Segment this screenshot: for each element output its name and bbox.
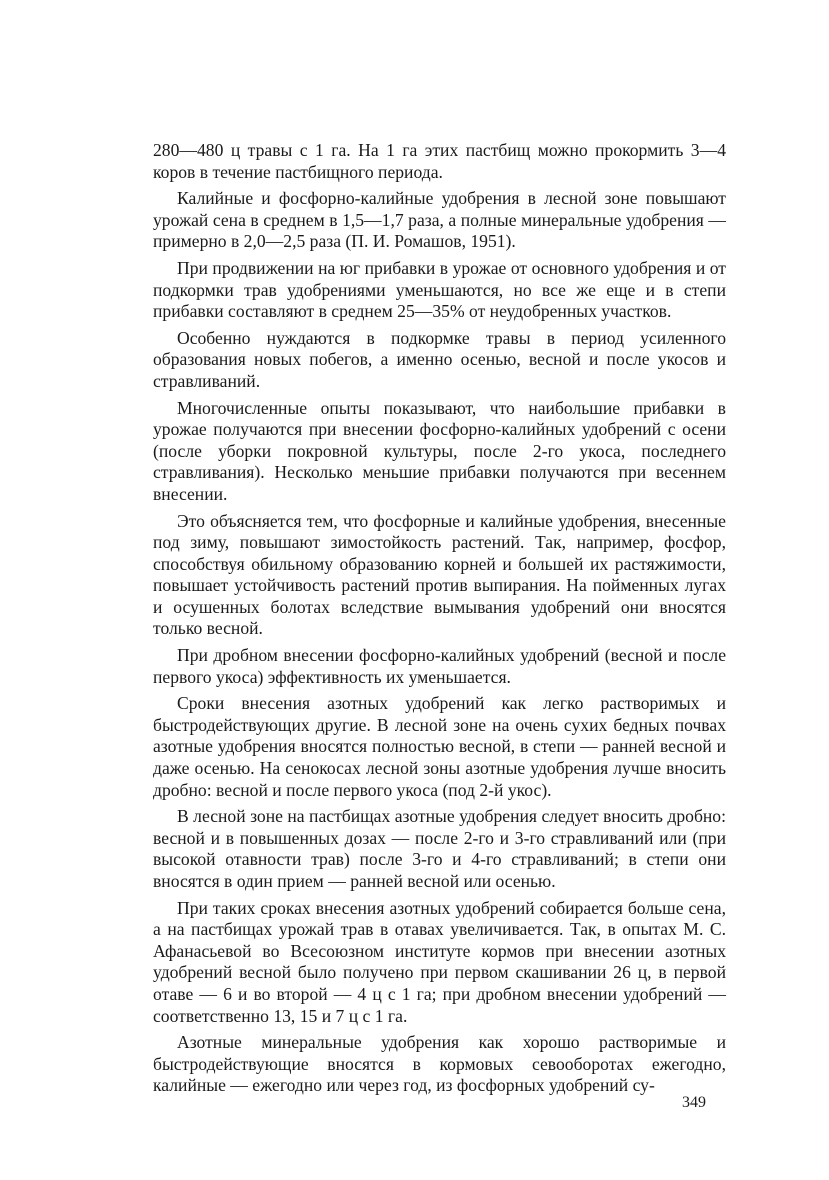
paragraph-5: Многочисленные опыты показывают, что наибольшие прибавки в урожае получаются при внесении фосфорно-калийных удобрений с осени (после уборки покровной культуры, после 2-го укоса, последнего стравливания). Несколько меньшие прибавки получаются при весеннем внесении.: [153, 397, 726, 504]
page-text: [153, 140, 726, 1102]
paragraph-4: Особенно нуждаются в подкормке травы в период усиленного образования новых побегов, а именно осенью, весной и после укосов и стравливаний.: [153, 327, 726, 391]
paragraph-6: Это объясняется тем, что фосфорные и калийные удобрения, внесенные под зиму, повышают зимостойкость растений. Так, например, фосфор, способствуя обильному образованию корней и большей их растяжимости, повышает устойчивость растений против выпирания. На пойменных лугах и осушенных болотах вследствие вымывания удобрений они вносятся только весной.: [153, 510, 726, 639]
paragraph-10: При таких сроках внесения азотных удобрений собирается больше сена, а на пастбищах урожай трав в отавах увеличивается. Так, в опытах М. С. Афанасьевой во Всесоюзном институте кормов при внесении азотных удобрений весной было получено при первом скашивании 26 ц, в первой отаве — 6 и во второй — 4 ц с 1 га; при дробном внесении удобрений — соответственно 13, 15 и 7 ц с 1 га.: [153, 897, 726, 1026]
paragraph-1: 280—480 ц травы с 1 га. На 1 га этих пастбищ можно прокормить 3—4 коров в течение пастбищного периода.: [153, 140, 726, 182]
page-number: 349: [682, 1094, 706, 1111]
paragraph-7: При дробном внесении фосфорно-калийных удобрений (весной и после первого укоса) эффективность их уменьшается.: [153, 645, 726, 687]
paragraph-9: В лесной зоне на пастбищах азотные удобрения следует вносить дробно: весной и в повышенных дозах — после 2-го и 3-го стравливаний или (при высокой отавности трав) после 3-го и 4-го стравливаний; в степи они вносятся в один прием — ранней весной или осенью.: [153, 806, 726, 891]
paragraph-11: Азотные минеральные удобрения как хорошо растворимые и быстродействующие вносятся в кормовых севооборотах ежегодно, калийные — ежегодно или через год, из фосфорных удобрений су-: [153, 1032, 726, 1096]
paragraph-8: Сроки внесения азотных удобрений как легко растворимых и быстродействующих другие. В лесной зоне на очень сухих бедных почвах азотные удобрения вносятся полностью весной, в степи — ранней весной и даже осенью. На сенокосах лесной зоны азотные удобрения лучше вносить дробно: весной и после первого укоса (под 2-й укос).: [153, 693, 726, 800]
paragraph-3: При продвижении на юг прибавки в урожае от основного удобрения и от подкормки трав удобрениями уменьшаются, но все же еще и в степи прибавки составляют в среднем 25—35% от неудобренных участков.: [153, 257, 726, 322]
paragraph-2: Калийные и фосфорно-калийные удобрения в лесной зоне повышают урожай сена в среднем в 1,5—1,7 раза, а полные минеральные удобрения — примерно в 2,0—2,5 раза (П. И. Ромашов, 1951).: [153, 188, 726, 252]
